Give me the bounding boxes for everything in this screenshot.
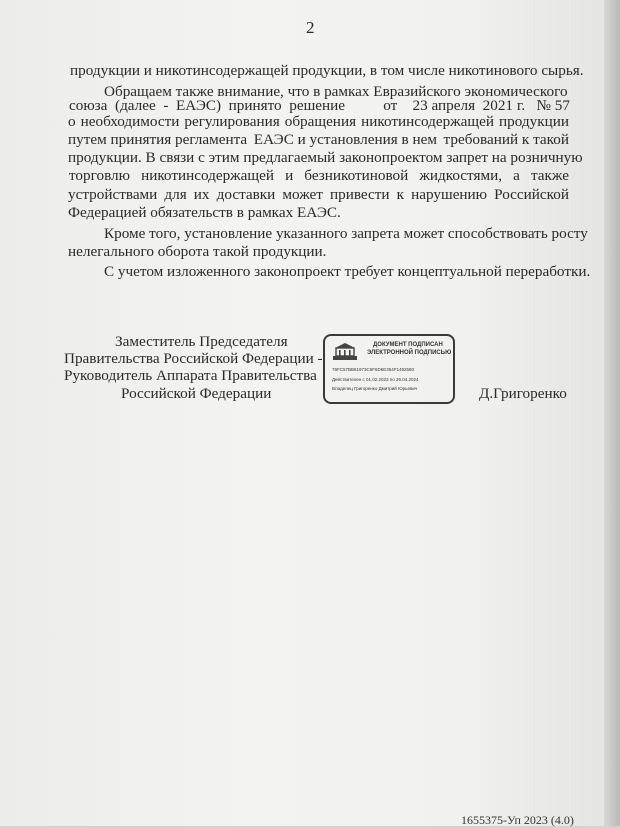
body-line-5 — [68, 132, 569, 147]
line-7-f: а — [513, 167, 520, 184]
stamp-validity: Действителен с 01.02.2023 по 26.04.2024 — [332, 377, 419, 382]
stamp-title-line-2: ЭЛЕКТРОННОЙ ПОДПИСЬЮ — [367, 350, 452, 356]
stamp-title-line-1: ДОКУМЕНТ ПОДПИСАН — [373, 342, 443, 348]
body-line-1: продукции и никотинсодержащей продукции, в том числе никотинового сырья. — [70, 62, 584, 79]
electronic-signature-stamp — [323, 334, 455, 404]
body-line-4 — [68, 114, 569, 129]
line-7-d: безникотиновой — [304, 167, 409, 184]
line-8-e: может — [282, 186, 323, 203]
line-8-d: доставки — [216, 186, 276, 203]
line-4-b: необходимости — [80, 113, 180, 130]
body-line-2: Обращаем также внимание, что в рамках Евразийского экономического — [104, 83, 568, 100]
body-line-3 — [69, 98, 570, 113]
line-7-g: также — [530, 167, 569, 184]
line-4-e: никотинсодержащей — [361, 113, 494, 130]
body-line-8 — [68, 187, 569, 202]
line-4-c: регулирования — [184, 113, 280, 130]
stamp-certificate: 76FC57BB61973C6F6D6E354F1492580 — [332, 367, 415, 372]
line-8-c: их — [193, 186, 210, 203]
line-5-c: требований к такой — [443, 131, 569, 148]
line-4-f: продукции — [499, 113, 569, 130]
line-4-d: обращения — [284, 113, 357, 130]
signatory-name: Д.Григоренко — [479, 385, 567, 402]
line-5-b: ЕАЭС и установления в нем — [253, 131, 437, 148]
line-8-g: к — [396, 186, 405, 203]
line-5-a: путем принятия регламента — [68, 131, 248, 148]
signatory-title-line-3: Руководитель Аппарата Правительства — [64, 367, 317, 384]
line-3-end: от 23 апреля 2021 г. № 57 — [383, 97, 570, 114]
line-7-e: жидкостями, — [419, 167, 503, 184]
signatory-title-line-4: Российской Федерации — [121, 385, 272, 402]
stamp-owner: Владелец Григоренко Дмитрий Юрьевич — [332, 386, 418, 391]
page-number: 2 — [306, 18, 315, 37]
signatory-title-line-1: Заместитель Председателя — [115, 333, 288, 350]
body-line-9: Федерацией обязательств в рамках ЕАЭС. — [68, 204, 341, 221]
line-8-h: нарушению — [411, 186, 488, 203]
line-3-start: союза (далее - ЕАЭС) принято решение — [69, 97, 346, 114]
line-7-b: никотинсодержащей — [141, 167, 274, 184]
line-7-c: и — [285, 167, 294, 184]
body-line-6: продукции. В связи с этим предлагаемый законопроектом запрет на розничную — [68, 149, 583, 166]
body-line-7 — [69, 168, 569, 183]
line-8-i: Российской — [494, 186, 569, 203]
line-7-a: торговлю — [69, 167, 130, 184]
body-line-10: Кроме того, установление указанного запрета может способствовать росту — [104, 225, 588, 242]
body-line-12: С учетом изложенного законопроект требует концептуальной переработки. — [104, 263, 591, 280]
line-8-a: устройствами — [68, 186, 158, 203]
footer-code: 1655375-Уп 2023 (4.0) — [461, 813, 574, 827]
line-8-b: для — [164, 186, 187, 203]
line-4-a: о — [68, 113, 76, 130]
page-edge — [604, 0, 620, 826]
body-line-11: нелегального оборота такой продукции. — [68, 243, 327, 260]
line-8-f: привести — [330, 186, 390, 203]
government-emblem-icon — [332, 342, 358, 362]
signatory-title-line-2: Правительства Российской Федерации - — [64, 350, 323, 367]
